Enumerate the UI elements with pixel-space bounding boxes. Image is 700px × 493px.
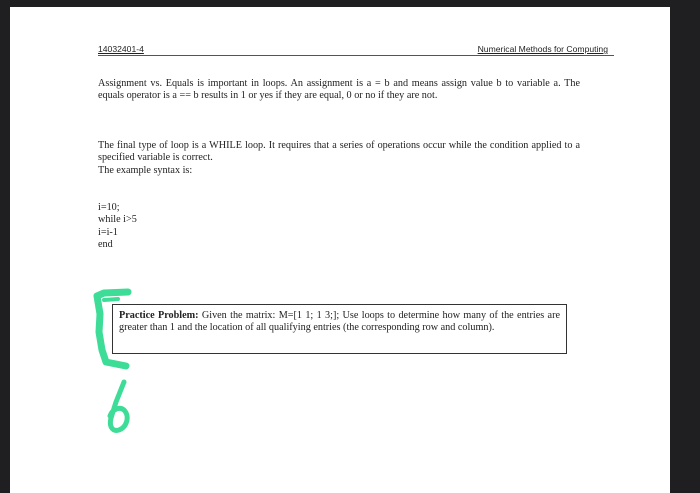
code-line: while i>5 [98, 214, 137, 226]
code-line: i=i-1 [98, 226, 118, 238]
syntax-label: The example syntax is: [98, 164, 193, 176]
practice-label: Practice Problem: [119, 310, 199, 321]
paragraph-while-loop [98, 140, 580, 177]
paragraph-while-text: The final type of loop is a WHILE loop. It requires that a series of operations occur while the condition applied to a specified variable is correct. [98, 140, 580, 164]
code-line: i=10; [98, 202, 120, 213]
paragraph-assignment: Assignment vs. Equals is important in loops. An assignment is a = b and means assign value b to variable a. The equals operator is a == b results in 1 or yes if they are equal, 0 or no if they are not. [98, 78, 580, 102]
practice-text: Given the matrix: M=[1 1; 1 3;]; Use loops to determine how many of the entries are greater than 1 and the location of all qualifying entries (the corresponding row and column). [119, 310, 560, 334]
practice-problem-box [112, 304, 567, 354]
course-code: 14032401-4 [98, 44, 144, 54]
code-example [98, 202, 137, 252]
header-rule [98, 55, 614, 56]
code-line: end [98, 239, 113, 251]
course-title: Numerical Methods for Computing [477, 44, 608, 54]
